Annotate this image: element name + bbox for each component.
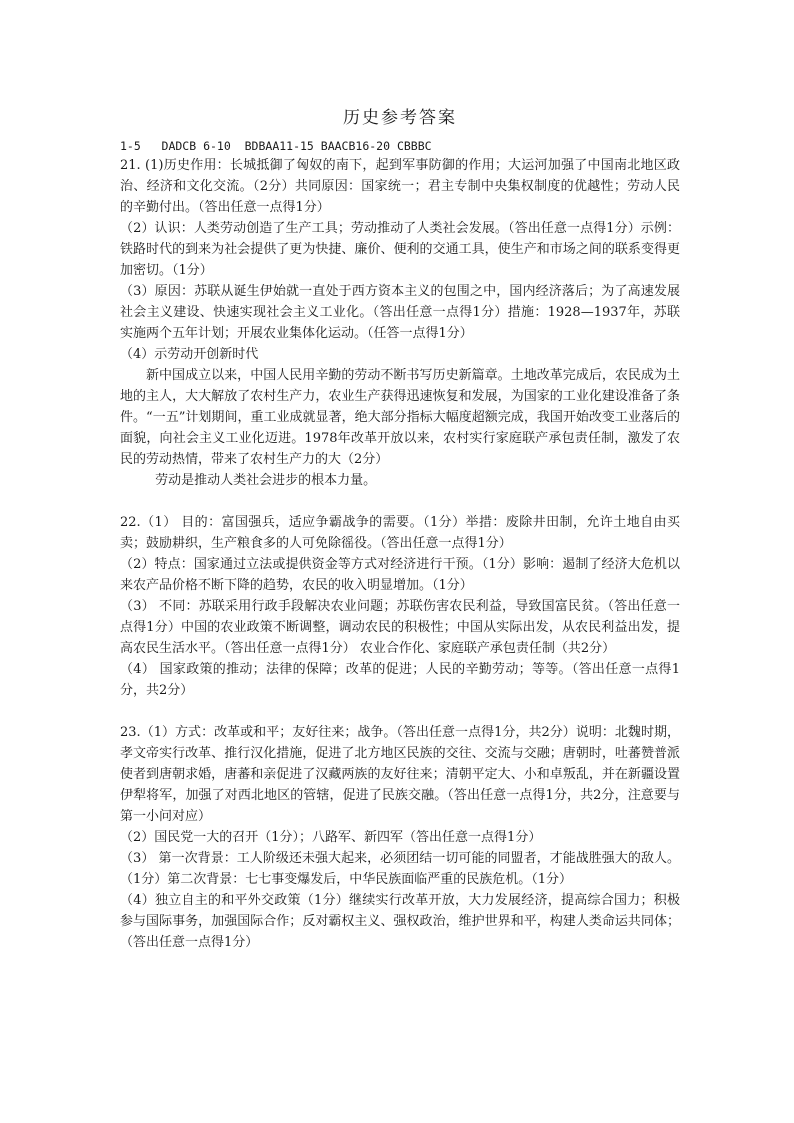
multiple-choice-answers: 1-5 DADCB 6-10 BDBAA11-15 BAACB16-20 CBBBC — [120, 139, 432, 153]
q21-part2: （2）认识：人类劳动创造了生产工具；劳动推动了人类社会发展。（答出任意一点得1分）示例：铁路时代的到来为社会提供了更为快捷、廉价、便利的交通工具，使生产和市场之间的联系变得更加密切。（1分） — [120, 221, 680, 278]
section-spacer — [120, 491, 680, 512]
q22-part4: （4） 国家政策的推动；法律的保障；改革的促进；人民的辛勤劳动；等等。（答出任意一点得1分，共2分） — [120, 662, 680, 698]
q21-part4-essay: 新中国成立以来，中国人民用辛勤的劳动不断书写历史新篇章。土地改革完成后，农民成为土地的主人，大大解放了农村生产力，农业生产获得迅速恢复和发展，为国家的工业化建设准备了条件。“一五”计划期间，重工业成就显著，绝大部分指标大幅度超额完成，我国开始改变工业落后的面貌，向社会主义工业化迈进。1978年改革开放以来，农村实行家庭联产承包责任制，激发了农民的劳动热情，带来了农村生产力的大（2分） — [120, 368, 680, 467]
q23-part3: （3） 第一次背景：工人阶级还未强大起来，必须团结一切可能的同盟者，才能战胜强大的敌人。（1分）第二次背景：七七事变爆发后，中华民族面临严重的民族危机。（1分） — [120, 851, 680, 887]
q21-part1: 21. (1)历史作用：长城抵御了匈奴的南下，起到军事防御的作用；大运河加强了中国南北地区政治、经济和文化交流。（2分）共同原因：国家统一；君主专制中央集权制度的优越性；劳动人民的辛勤付出。（答出任意一点得1分） — [120, 158, 680, 215]
question-22 — [120, 512, 680, 701]
q21-part4-conclusion: 劳动是推动人类社会进步的根本力量。 — [155, 473, 377, 488]
question-23 — [120, 722, 680, 953]
q23-part2: （2）国民党一大的召开（1分）；八路军、新四军（答出任意一点得1分） — [120, 830, 542, 845]
q23-part4: （4）独立自主的和平外交政策（1分）继续实行改革开放，大力发展经济，提高综合国力；积极参与国际事务，加强国际合作；反对霸权主义、强权政治，维护世界和平，构建人类命运共同体；（答出任意一点得1分） — [120, 893, 680, 950]
answer-sheet — [120, 100, 680, 953]
page-title: 历史参考答案 — [343, 108, 457, 128]
q21-part3: （3）原因：苏联从诞生伊始就一直处于西方资本主义的包围之中，国内经济落后；为了高速发展社会主义建设、快速实现社会主义工业化。（答出任意一点得1分）措施：1928—1937年，苏联实施两个五年计划；开展农业集体化运动。（任答一点得1分） — [120, 284, 680, 341]
q23-part1: 23.（1）方式：改革或和平；友好往来；战争。（答出任意一点得1分，共2分）说明：北魏时期，孝文帝实行改革、推行汉化措施，促进了北方地区民族的交往、交流与交融；唐朝时，吐蕃赞普派使者到唐朝求婚，唐蕃和亲促进了汉藏两族的友好往来；清朝平定大、小和卓叛乱，并在新疆设置伊犁将军，加强了对西北地区的管辖，促进了民族交融。（答出任意一点得1分，共2分，注意要与第一小问对应） — [120, 725, 680, 824]
q22-part2: （2）特点：国家通过立法或提供资金等方式对经济进行干预。（1分）影响：遏制了经济大危机以来农产品价格不断下降的趋势，农民的收入明显增加。（1分） — [120, 557, 680, 593]
q22-part3: （3） 不同：苏联采用行政手段解决农业问题；苏联伤害农民利益，导致国富民贫。（答出任意一点得1分）中国的农业政策不断调整，调动农民的积极性；中国从实际出发，从农民利益出发，提高农民生活水平。（答出任意一点得1分） 农业合作化、家庭联产承包责任制（共2分） — [120, 599, 680, 656]
question-21 — [120, 155, 680, 491]
section-spacer — [120, 701, 680, 722]
q22-part1: 22.（1） 目的：富国强兵，适应争霸战争的需要。（1分）举措：废除井田制，允许土地自由买卖；鼓励耕织，生产粮食多的人可免除徭役。（答出任意一点得1分） — [120, 515, 680, 551]
q21-part4-heading: （4）示劳动开创新时代 — [120, 347, 259, 362]
